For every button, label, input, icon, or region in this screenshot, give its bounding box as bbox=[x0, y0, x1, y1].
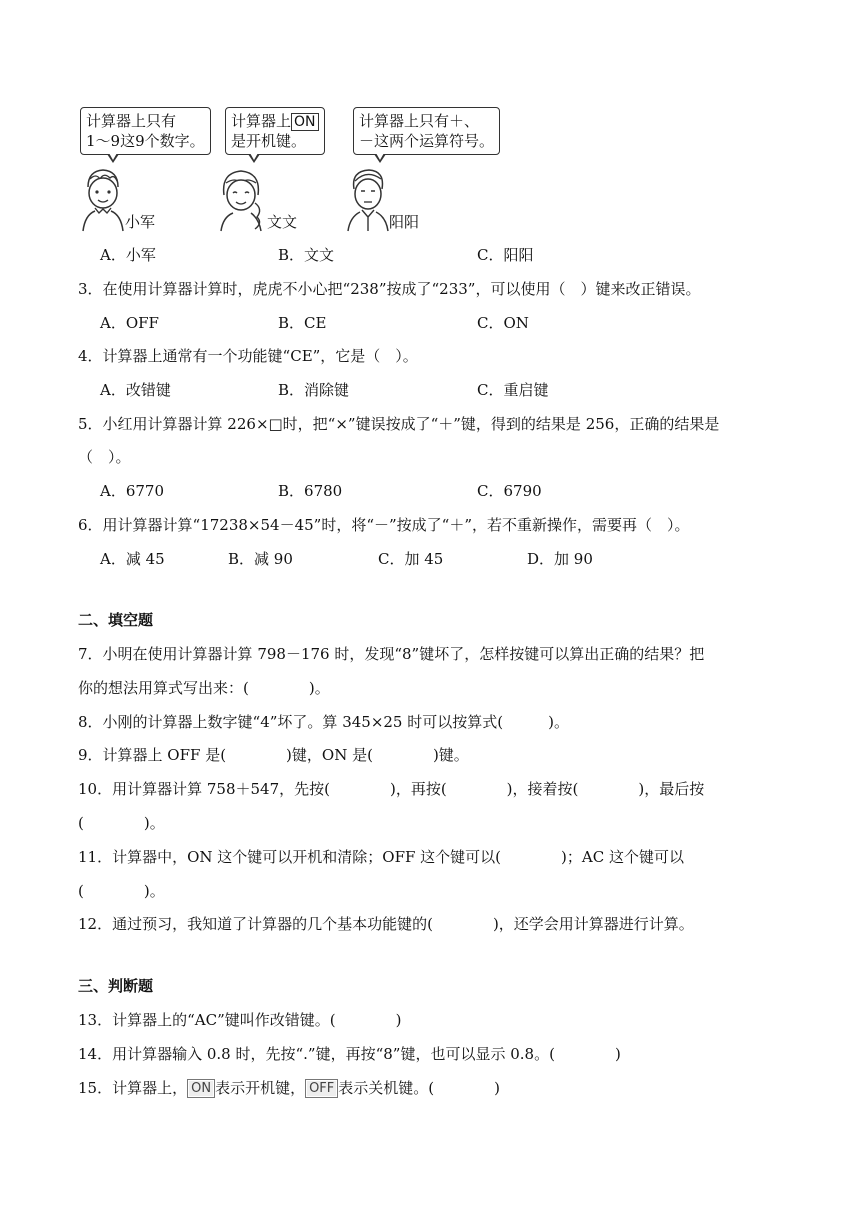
bubble-text: 计算器上只有＋、 bbox=[359, 112, 480, 130]
q3-option-c: C．ON bbox=[477, 314, 529, 332]
q3-option-a: A．OFF bbox=[100, 314, 159, 332]
q5-option-b: B．6780 bbox=[278, 482, 343, 500]
bubble-text: 1～9这9个数字。 bbox=[86, 132, 205, 150]
question-13: 13．计算器上的“AC”键叫作改错键。( ) bbox=[78, 1011, 402, 1029]
question-7-line2: 你的想法用算式写出来：( )。 bbox=[78, 679, 330, 697]
question-11-line1: 11．计算器中，ON 这个键可以开机和清除；OFF 这个键可以( )；AC 这个键可以 bbox=[78, 848, 684, 866]
bubble-text: 是开机键。 bbox=[231, 132, 307, 150]
question-3: 3．在使用计算器计算时，虎虎不小心把“238”按成了“233”，可以使用（ ）键来改正错误。 bbox=[78, 280, 701, 298]
q2-option-a: A．小军 bbox=[100, 246, 156, 264]
character-name-yangyang: 阳阳 bbox=[389, 213, 420, 231]
q5-option-a: A．6770 bbox=[100, 482, 165, 500]
q4-option-c: C．重启键 bbox=[477, 381, 549, 399]
question-15-pre: 15．计算器上， bbox=[78, 1079, 188, 1097]
character-name-wenwen: 文文 bbox=[267, 213, 298, 231]
question-5-line2: （ ）。 bbox=[78, 448, 131, 466]
q6-option-a: A．减 45 bbox=[100, 550, 165, 568]
on-key-icon: ON bbox=[187, 1079, 215, 1098]
off-key-icon: OFF bbox=[305, 1079, 338, 1098]
speech-bubble-wenwen bbox=[225, 107, 325, 155]
q5-option-c: C．6790 bbox=[477, 482, 542, 500]
boy-avatar-icon bbox=[80, 165, 126, 233]
speech-bubble-yangyang bbox=[353, 107, 500, 155]
section-title-true-false: 三、判断题 bbox=[78, 977, 154, 995]
q6-option-c: C．加 45 bbox=[378, 550, 444, 568]
question-14: 14．用计算器输入 0.8 时，先按“.”键，再按“8”键，也可以显示 0.8。( ) bbox=[78, 1045, 621, 1063]
question-15-mid: 表示开机键， bbox=[215, 1079, 306, 1097]
girl-avatar-icon bbox=[215, 165, 267, 233]
bubble-text: 计算器上 bbox=[231, 112, 292, 130]
question-4: 4．计算器上通常有一个功能键“CE”，它是（ ）。 bbox=[78, 347, 418, 365]
character-name-xiaojun: 小军 bbox=[125, 213, 156, 231]
boy2-avatar-icon bbox=[345, 165, 391, 233]
question-6: 6．用计算器计算“17238×54－45”时，将“－”按成了“＋”，若不重新操作，需要再（ ）。 bbox=[78, 516, 690, 534]
question-7-line1: 7．小明在使用计算器计算 798－176 时，发现“8”键坏了，怎样按键可以算出正确的结果？把 bbox=[78, 645, 705, 663]
q2-option-b: B．文文 bbox=[278, 246, 335, 264]
question-9: 9．计算器上 OFF 是( )键，ON 是( )键。 bbox=[78, 746, 469, 764]
bubble-text: 计算器上只有 bbox=[86, 112, 177, 130]
question-12: 12．通过预习，我知道了计算器的几个基本功能键的( )，还学会用计算器进行计算。 bbox=[78, 915, 694, 933]
question-5-line1: 5．小红用计算器计算 226×□时，把“×”键误按成了“＋”键，得到的结果是 256，正确的结果是 bbox=[78, 415, 720, 433]
q4-option-a: A．改错键 bbox=[100, 381, 171, 399]
bubble-text: －这两个运算符号。 bbox=[359, 132, 495, 150]
q2-option-c: C．阳阳 bbox=[477, 246, 534, 264]
on-key-box: ON bbox=[291, 113, 319, 131]
question-10-line2: ( )。 bbox=[78, 814, 165, 832]
q6-option-b: B．减 90 bbox=[228, 550, 293, 568]
q3-option-b: B．CE bbox=[278, 314, 327, 332]
speech-bubble-xiaojun bbox=[80, 107, 211, 155]
question-11-line2: ( )。 bbox=[78, 882, 165, 900]
question-10-line1: 10．用计算器计算 758＋547，先按( )，再按( )，接着按( )，最后按 bbox=[78, 780, 705, 798]
section-title-fill-in: 二、填空题 bbox=[78, 611, 154, 629]
q6-option-d: D．加 90 bbox=[527, 550, 593, 568]
question-15-post: 表示关机键。( ) bbox=[338, 1079, 500, 1097]
question-15 bbox=[78, 1077, 500, 1099]
q4-option-b: B．消除键 bbox=[278, 381, 350, 399]
question-8: 8．小刚的计算器上数字键“4”坏了。算 345×25 时可以按算式( )。 bbox=[78, 713, 569, 731]
